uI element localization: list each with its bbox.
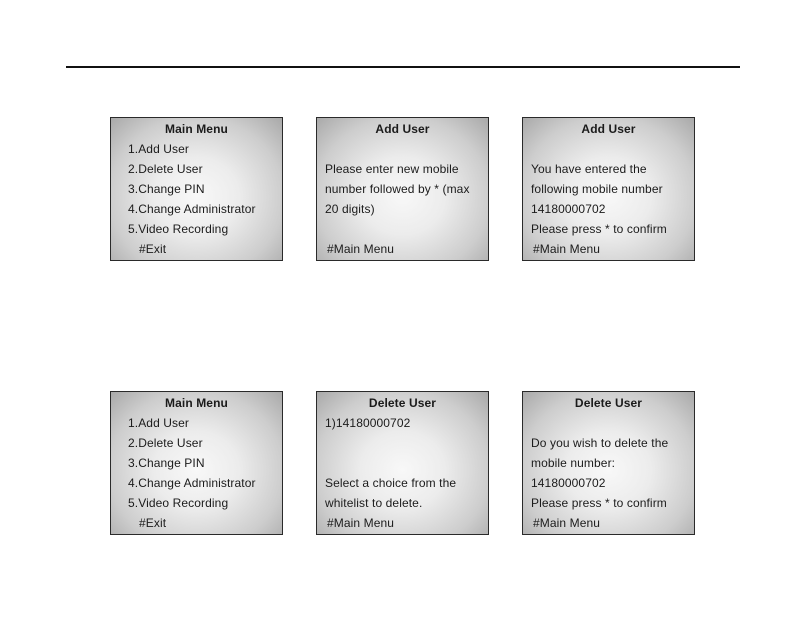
menu-item-delete-user[interactable]: 2.Delete User <box>128 162 203 176</box>
screen-main-menu <box>110 391 283 535</box>
screen-add-user-confirm <box>522 117 695 261</box>
main-menu-link[interactable]: #Main Menu <box>327 516 395 530</box>
menu-item-add-user[interactable]: 1.Add User <box>128 416 190 430</box>
screen-title: Delete User <box>574 396 643 410</box>
screen-title: Main Menu <box>165 122 228 136</box>
screen-title: Add User <box>581 122 636 136</box>
mobile-number: 14180000702 <box>531 476 606 490</box>
instruction-text: Select a choice from the <box>325 476 457 490</box>
mobile-number: 14180000702 <box>531 202 606 216</box>
menu-item-exit[interactable]: #Exit <box>139 242 167 256</box>
whitelist-entry[interactable]: 1)14180000702 <box>325 416 411 430</box>
menu-item-change-administrator[interactable]: 4.Change Administrator <box>128 476 256 490</box>
main-menu-link[interactable]: #Main Menu <box>533 516 601 530</box>
confirm-instruction: Please press * to confirm <box>531 222 667 236</box>
screen-delete-user-list <box>316 391 489 535</box>
menu-item-change-pin[interactable]: 3.Change PIN <box>128 456 205 470</box>
screen-main-menu <box>110 117 283 261</box>
menu-item-exit[interactable]: #Exit <box>139 516 167 530</box>
confirm-text: Do you wish to delete the <box>531 436 669 450</box>
instruction-text: whitelist to delete. <box>325 496 423 510</box>
menu-item-video-recording[interactable]: 5.Video Recording <box>128 496 229 510</box>
header-divider <box>66 66 740 68</box>
confirm-text: following mobile number <box>531 182 663 196</box>
prompt-text: 20 digits) <box>325 202 375 216</box>
main-menu-link[interactable]: #Main Menu <box>327 242 395 256</box>
screen-delete-user-confirm <box>522 391 695 535</box>
main-menu-link[interactable]: #Main Menu <box>533 242 601 256</box>
menu-item-change-administrator[interactable]: 4.Change Administrator <box>128 202 256 216</box>
screen-title: Main Menu <box>165 396 228 410</box>
prompt-text: number followed by * (max <box>325 182 470 196</box>
screen-title: Add User <box>375 122 430 136</box>
confirm-text: You have entered the <box>531 162 647 176</box>
menu-item-add-user[interactable]: 1.Add User <box>128 142 190 156</box>
menu-item-delete-user[interactable]: 2.Delete User <box>128 436 203 450</box>
menu-item-video-recording[interactable]: 5.Video Recording <box>128 222 229 236</box>
confirm-text: mobile number: <box>531 456 616 470</box>
screen-title: Delete User <box>368 396 437 410</box>
menu-item-change-pin[interactable]: 3.Change PIN <box>128 182 205 196</box>
confirm-instruction: Please press * to confirm <box>531 496 667 510</box>
prompt-text: Please enter new mobile <box>325 162 459 176</box>
screen-add-user-entry <box>316 117 489 261</box>
